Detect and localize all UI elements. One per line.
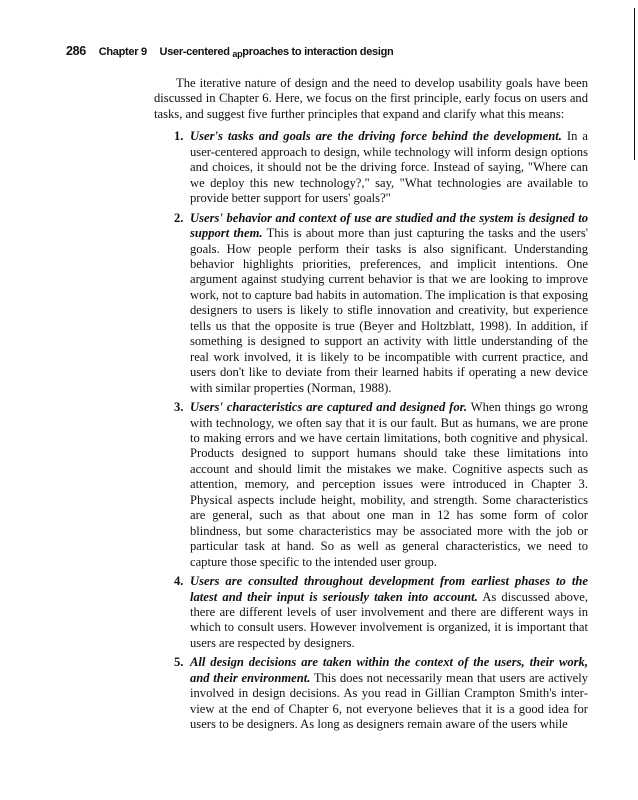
principle-item [154, 400, 588, 570]
principle-lead: Users' behavior and context of use are studied and the system is designed to support them. [190, 210, 588, 241]
chapter-title-ap: ap [232, 49, 243, 59]
chapter-label: Chapter 9 [98, 46, 147, 58]
margin-rule [634, 8, 635, 160]
principle-text: This does not necessarily mean that users are actively involved in design decisions. As you read in Gillian Crampton Smith's interview at the end of Chapter 6, not everyone believes that it is a good idea for users to be designers. As long as designers remain aware of the users while [190, 670, 588, 732]
principle-text: This is about more than just capturing the tasks and the users' goals. How people perform their tasks is also significant. Understanding behavior highlights priorities, preferences, and implicit intentions. One argument against studying current behavior is that we are looking to improve work, not to capture bad habits in automation. The implication is that exposing designers to users is likely to stifle innovation and creativity, but experience tells us that the opposite is true (Beyer and Holtzblatt, 1998). In addition, if something is designed to support an activity with little understanding of the real work involved, it is likely to be incompatible with current practice, and users don't like to deviate from their learned habits if operating a new device with similar properties (Norman, 1988). [190, 226, 588, 395]
principle-lead: Users' characteristics are captured and designed for. [190, 400, 468, 415]
principle-number: 3. [174, 400, 184, 415]
principle-text: As discussed above, there are different levels of user involvement and there are different ways in which to consult users. However involvement is organized, it is important that users are respected by designers. [190, 589, 588, 650]
principle-item [154, 129, 588, 206]
principle-text: In a user-centered approach to design, while technology will inform design options and choices, it should not be the driving force. Instead of saying, "Where can we deploy this new technology?," say, "What technologies are available to provide better support for users' goals?" [190, 129, 588, 206]
running-header [66, 44, 393, 59]
principle-number: 4. [174, 574, 184, 589]
principle-number: 5. [174, 655, 184, 670]
intro-paragraph: The iterative nature of design and the need to develop usability goals have been discussed in Chapter 6. Here, we focus on the first principle, early focus on users and tasks, and suggest five further principles that expand and clarify what this means: [154, 76, 588, 121]
principle-lead: All design decisions are taken within the context of the users, their work, and their environment. [190, 655, 588, 685]
principle-lead: User's tasks and goals are the driving force behind the development. [190, 129, 562, 144]
principle-item [154, 574, 588, 651]
body-text [154, 76, 588, 737]
page-number: 286 [66, 44, 86, 58]
chapter-title-part1: User-centered [159, 46, 233, 58]
principles-list [154, 129, 588, 732]
principle-number: 2. [174, 210, 184, 225]
principle-item [154, 655, 588, 732]
chapter-title-part2: proaches to interaction design [242, 46, 394, 58]
principle-text: When things go wrong with technology, we often say that it is our fault. But as humans, we are prone to making errors and we have certain limitations, both cognitive and physical. Products designed to support humans should take these limitations into account and should limit the mistakes we make. Cognitive aspects such as attention, memory, and perception issues were introduced in Chapter 3. Physical aspects include height, mobility, and strength. Some characteristics are general, such as that about one man in 12 has some form of color blindness, but some characteristics may be associated more with the job or particular task at hand. So as well as general characteristics, we need to capture those specific to the intended user group. [190, 400, 589, 569]
chapter-title [160, 46, 394, 58]
principle-lead: Users are consulted throughout development from earliest phases to the latest and their input is seriously taken into account. [190, 574, 588, 604]
principle-item [154, 211, 588, 396]
principle-number: 1. [174, 129, 184, 144]
